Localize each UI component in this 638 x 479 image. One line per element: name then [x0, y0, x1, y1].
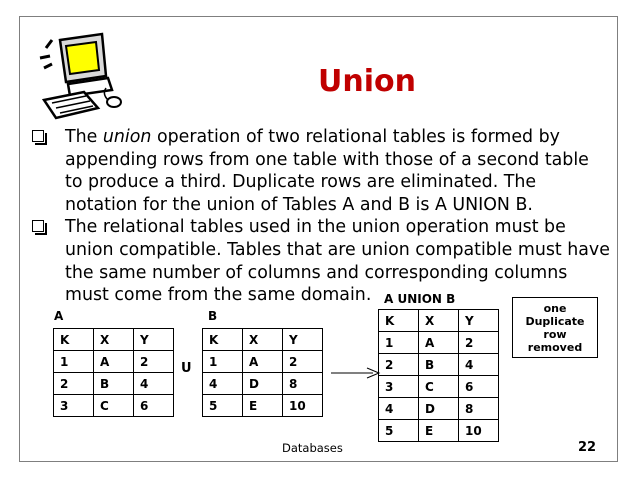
bullet-item	[30, 126, 610, 216]
note-line: row	[543, 328, 567, 341]
table-cell: 2	[283, 351, 323, 373]
table-cell: 3	[54, 395, 94, 417]
table-cell: 2	[54, 373, 94, 395]
bullet-emphasis: union	[102, 127, 152, 147]
table-cell: C	[94, 395, 134, 417]
table-cell: 4	[203, 373, 243, 395]
table-cell: 1	[203, 351, 243, 373]
table-result	[378, 309, 499, 442]
table-header-cell: X	[419, 310, 459, 332]
table-header-cell: K	[203, 329, 243, 351]
table-row	[379, 354, 499, 376]
table-cell: 8	[459, 398, 499, 420]
table-cell: 4	[134, 373, 174, 395]
table-cell: 2	[459, 332, 499, 354]
bullet-text-before: The	[65, 127, 103, 147]
table-row	[203, 373, 323, 395]
table-header-row	[54, 329, 174, 351]
slide-title: Union	[318, 64, 416, 99]
table-header-cell: Y	[459, 310, 499, 332]
table-cell: 10	[459, 420, 499, 442]
table-a-label: A	[54, 309, 64, 323]
bullet-item	[30, 216, 610, 306]
bullet-text-after: operation of two relational tables is formed by appending rows from one table with those of a second table to produce a third. Duplicate rows are eliminated. The notation for the union of Tables A and B is A UNION B.	[65, 127, 589, 215]
note-line: Duplicate	[525, 315, 585, 328]
table-header-cell: K	[379, 310, 419, 332]
table-cell: D	[243, 373, 283, 395]
computer-user-clipart-icon	[32, 28, 132, 124]
table-header-cell: K	[54, 329, 94, 351]
table-row	[379, 376, 499, 398]
table-cell: 1	[379, 332, 419, 354]
duplicate-note-callout	[512, 297, 598, 358]
table-b-label: B	[208, 309, 218, 323]
note-line: one	[543, 302, 567, 315]
checkbox-bullet-icon	[32, 220, 44, 232]
table-cell: 5	[203, 395, 243, 417]
table-header-cell: X	[243, 329, 283, 351]
table-row	[54, 373, 174, 395]
table-cell: 4	[379, 398, 419, 420]
table-row	[203, 395, 323, 417]
table-header-row	[379, 310, 499, 332]
bullet-list	[30, 126, 610, 307]
table-cell: 3	[379, 376, 419, 398]
table-header-cell: Y	[283, 329, 323, 351]
table-cell: 2	[134, 351, 174, 373]
table-cell: 4	[459, 354, 499, 376]
table-cell: 5	[379, 420, 419, 442]
table-cell: B	[94, 373, 134, 395]
footer-text: Databases	[282, 441, 343, 455]
table-cell: B	[419, 354, 459, 376]
table-cell: 10	[283, 395, 323, 417]
table-cell: A	[243, 351, 283, 373]
table-cell: E	[419, 420, 459, 442]
table-row	[379, 332, 499, 354]
table-row	[379, 398, 499, 420]
table-cell: 6	[134, 395, 174, 417]
table-header-cell: X	[94, 329, 134, 351]
note-line: removed	[527, 341, 583, 354]
union-symbol: U	[181, 361, 192, 376]
table-header-cell: Y	[134, 329, 174, 351]
table-b	[202, 328, 323, 417]
page-number: 22	[578, 440, 597, 455]
table-cell: 8	[283, 373, 323, 395]
table-row	[203, 351, 323, 373]
table-cell: A	[94, 351, 134, 373]
checkbox-bullet-icon	[32, 130, 44, 142]
table-row	[54, 351, 174, 373]
table-cell: A	[419, 332, 459, 354]
table-cell: 1	[54, 351, 94, 373]
table-cell: E	[243, 395, 283, 417]
table-header-row	[203, 329, 323, 351]
table-cell: 6	[459, 376, 499, 398]
right-arrow-icon	[331, 367, 381, 379]
table-row	[379, 420, 499, 442]
table-row	[54, 395, 174, 417]
table-a	[53, 328, 174, 417]
table-cell: C	[419, 376, 459, 398]
table-cell: D	[419, 398, 459, 420]
bullet-text: The relational tables used in the union operation must be union compatible. Tables that are union compatible must have the same number of columns and corresponding columns must come from the same domain.	[65, 217, 610, 306]
table-cell: 2	[379, 354, 419, 376]
table-result-label: A UNION B	[384, 292, 456, 306]
